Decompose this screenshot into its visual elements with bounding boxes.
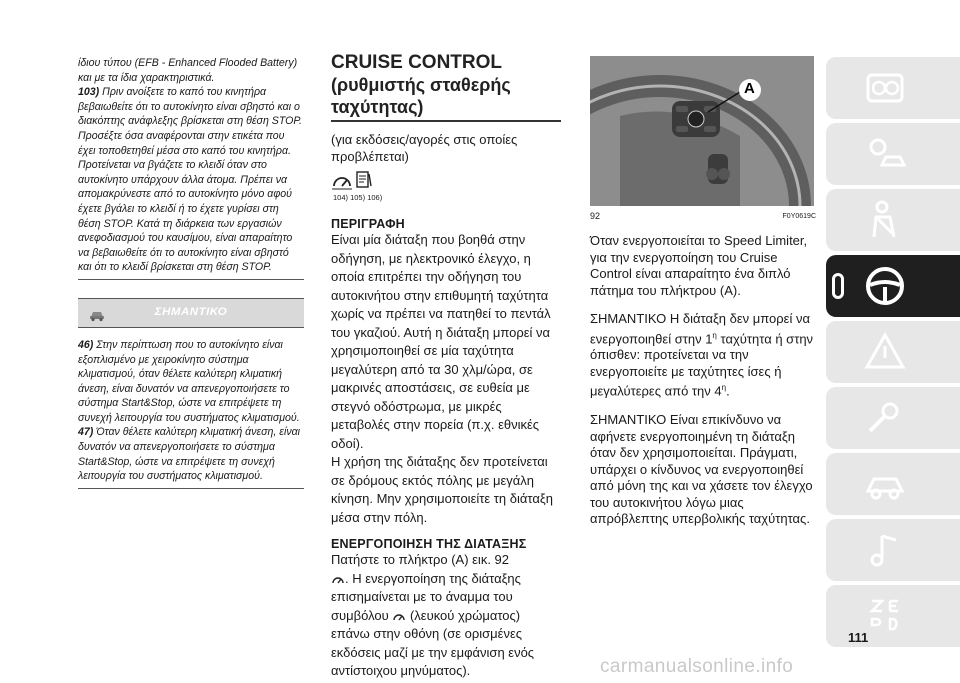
cruise-control-icon xyxy=(331,171,353,191)
steering-wheel-figure xyxy=(590,56,814,206)
warning-triangle-icon xyxy=(862,329,908,375)
chapter-tabs xyxy=(826,57,960,651)
tab-technical[interactable] xyxy=(826,453,960,515)
description-text: Είναι μία διάταξη που βοηθά στην οδήγηση, με ηλεκτρονικό έλεγχο, η οποία επιτρέπει την οδήγηση του αυτοκινήτου στην επιθυμητή ταχύτητα χωρίς να πρέπει να πατηθεί το πεντάλ του γκαζιού. Αυτή η διάταξη μπορεί να χρησιμοποιηθεί σε μία ταχύτητα μεγαλύτερη από τα 30 χλμ/ώρα, σε μακρινές αποστάσεις, σε ευθεία με στεγνό οδόστρωμα, με μικρές μεταβολές στην πορεία (π.χ. εθνικές οδοί). xyxy=(331,232,551,451)
tab-safety[interactable] xyxy=(826,189,960,251)
description-heading: ΠΕΡΙΓΡΑΦΗ xyxy=(331,217,405,231)
note-103-number: 103) xyxy=(78,86,100,99)
tab-index[interactable] xyxy=(826,585,960,647)
figure-callout-label: A xyxy=(744,80,755,97)
gear-warning-text-b: ταχύτητα ή στην όπισθεν: προτείνεται να την ενεργοποιείτε με ταχύτητες ίσες ή μεγαλύτερες από την 4 xyxy=(590,330,814,399)
caution-47 xyxy=(78,425,304,483)
caution-heading-band xyxy=(78,298,304,328)
caution-46-text: Στην περίπτωση που το αυτοκίνητο είναι εξοπλισμένο με χειροκίνητο σύστημα κλιματισμού, όταν θέλετε καλύτερη κλιματική άνεση, είναι δυνατόν να απενεργοποιήσετε το σύστημα Start&Stop, ώστε να επιτρέψετε τη συνεχή λειτουργία του συστήματος κλιματισμού. xyxy=(78,338,300,424)
activation-text-b: . Η ενεργοποίηση της διάταξης επισημαίνεται με το άναμμα του συμβόλου xyxy=(331,570,521,623)
gear-warning-text-c: . xyxy=(726,383,730,399)
note-103 xyxy=(78,85,304,275)
figure-caption xyxy=(590,211,816,221)
car-outline-icon xyxy=(862,461,908,507)
activation-text-c: (λευκού χρώματος) επάνω στην οθόνη (σε ορισμένες εκδόσεις μαζί με την εμφάνιση ενός αντίστοιχου μηνύματος). xyxy=(331,607,535,678)
steering-wheel-illustration xyxy=(590,56,814,206)
manual-reference-icon xyxy=(355,170,373,190)
caution-body xyxy=(78,338,304,489)
section-title-line2: (ρυθμιστής σταθερής ταχύτητας) xyxy=(331,74,561,122)
gear-superscript-2: η xyxy=(721,383,727,393)
description-text-2: Η χρήση της διάταξης δεν προτείνεται σε δρόμους εκτός πόλης με μεγάλη κίνηση. Μην χρησιμοποιείτε τη διάταξη μέσα στην πόλη. xyxy=(331,454,553,525)
danger-paragraph: ΣΗΜΑΝΤΙΚΟ Είναι επικίνδυνο να αφήνετε ενεργοποιημένη τη διάταξη όταν δεν χρησιμοποιείται. Πράγματι, υπάρχει ο κίνδυνος να ενεργοποιηθεί από μόνη της και να χάσετε τον έλεγχο του αυτοκινήτου λόγω μιας απρόβλεπτης υπερβολικής ταχύτητας. xyxy=(590,412,813,527)
gear-warning-paragraph xyxy=(590,311,816,400)
music-note-icon xyxy=(862,527,908,573)
seatbelt-icon xyxy=(862,197,908,243)
cruise-symbol-icon xyxy=(331,574,345,584)
notes-box xyxy=(78,56,304,280)
reference-numbers: 104) 105) 106) xyxy=(333,193,383,202)
figure-column xyxy=(590,56,816,528)
sun-car-icon xyxy=(862,131,908,177)
caution-46 xyxy=(78,338,304,426)
alphabet-index-icon xyxy=(862,593,908,639)
dashboard-icon xyxy=(862,65,908,111)
caution-47-text: Όταν θέλετε καλύτερη κλιματική άνεση, είναι δυνατόν να απενεργοποιήσετε το σύστημα Start&Stop, ώστε να επιτρέψετε τη συνεχή λειτουργία του συστήματος κλιματισμού. xyxy=(78,426,301,483)
watermark: carmanualsonline.info xyxy=(600,656,794,677)
figure-code: F0Y0619C xyxy=(782,213,816,220)
reference-icons-row xyxy=(331,169,561,191)
tab-driving[interactable] xyxy=(826,255,960,317)
section-subtitle: (για εκδόσεις/αγορές στις οποίες προβλέπεται) xyxy=(331,132,518,164)
page-number: 111 xyxy=(848,630,869,645)
caution-title: ΣΗΜΑΝΤΙΚΟ xyxy=(154,305,228,318)
note-intro: ίδιου τύπου (EFB - Enhanced Flooded Battery) και με τα ίδια χαρακτηριστικά. xyxy=(78,57,298,84)
gear-superscript-1: η xyxy=(712,330,717,340)
activation-text xyxy=(331,551,561,681)
tab-emergency[interactable] xyxy=(826,321,960,383)
activation-text-a: Πατήστε το πλήκτρο (A) εικ. 92 xyxy=(331,552,510,567)
main-text-column xyxy=(331,52,561,681)
activation-heading: ΕΝΕΡΓΟΠΟΙΗΣΗ ΤΗΣ ΔΙΑΤΑΞΗΣ xyxy=(331,537,527,551)
cruise-symbol-icon xyxy=(392,611,406,621)
figure-number: 92 xyxy=(590,211,601,221)
key-icon xyxy=(832,273,844,299)
steering-wheel-icon xyxy=(862,263,908,309)
caution-47-number: 47) xyxy=(78,426,94,439)
speed-limiter-paragraph: Όταν ενεργοποιείται το Speed Limiter, για την ενεργοποίηση του Cruise Control είναι απαραίτητο ένα διπλό πάτημα του πλήκτρου (A). xyxy=(590,233,808,298)
notes-column xyxy=(78,56,304,489)
tab-lights[interactable] xyxy=(826,123,960,185)
caution-46-number: 46) xyxy=(78,338,94,351)
gear-warning-text-a: ΣΗΜΑΝΤΙΚΟ Η διάταξη δεν μπορεί να ενεργοποιηθεί στην 1 xyxy=(590,311,810,346)
wrench-car-icon xyxy=(862,395,908,441)
note-103-text: Πριν ανοίξετε το καπό του κινητήρα βεβαιωθείτε ότι το αυτοκίνητο είναι σβηστό και ο διακόπτης ανάφλεξης βρίσκεται στη θέση STOP. Προσέξτε όσα αναφέρονται στην ετικέτα που έχει τοποθετηθεί μέσα στο καπό του κινητήρα. Προτείνεται να βγάζετε το κλειδί όταν στο αυτοκίνητο υπάρχουν άλλα άτομα. Πρέπει να απομακρύνεστε από το αυτοκίνητο μόνο αφού έχετε βγάλει το κλειδί ή το έχετε γυρίσει στη θέση STOP. Κατά τη διάρκεια των εργασιών ανεφοδιασμού του καυσίμου, είναι απαραίτητο να βεβαιωθείτε ότι το αυτοκίνητο είναι σβηστό και ότι το κλειδί βρίσκεται στη θέση STOP. xyxy=(78,86,302,274)
section-title: CRUISE CONTROL xyxy=(331,52,502,73)
tab-maintenance[interactable] xyxy=(826,387,960,449)
tab-dashboard[interactable] xyxy=(826,57,960,119)
tab-multimedia[interactable] xyxy=(826,519,960,581)
